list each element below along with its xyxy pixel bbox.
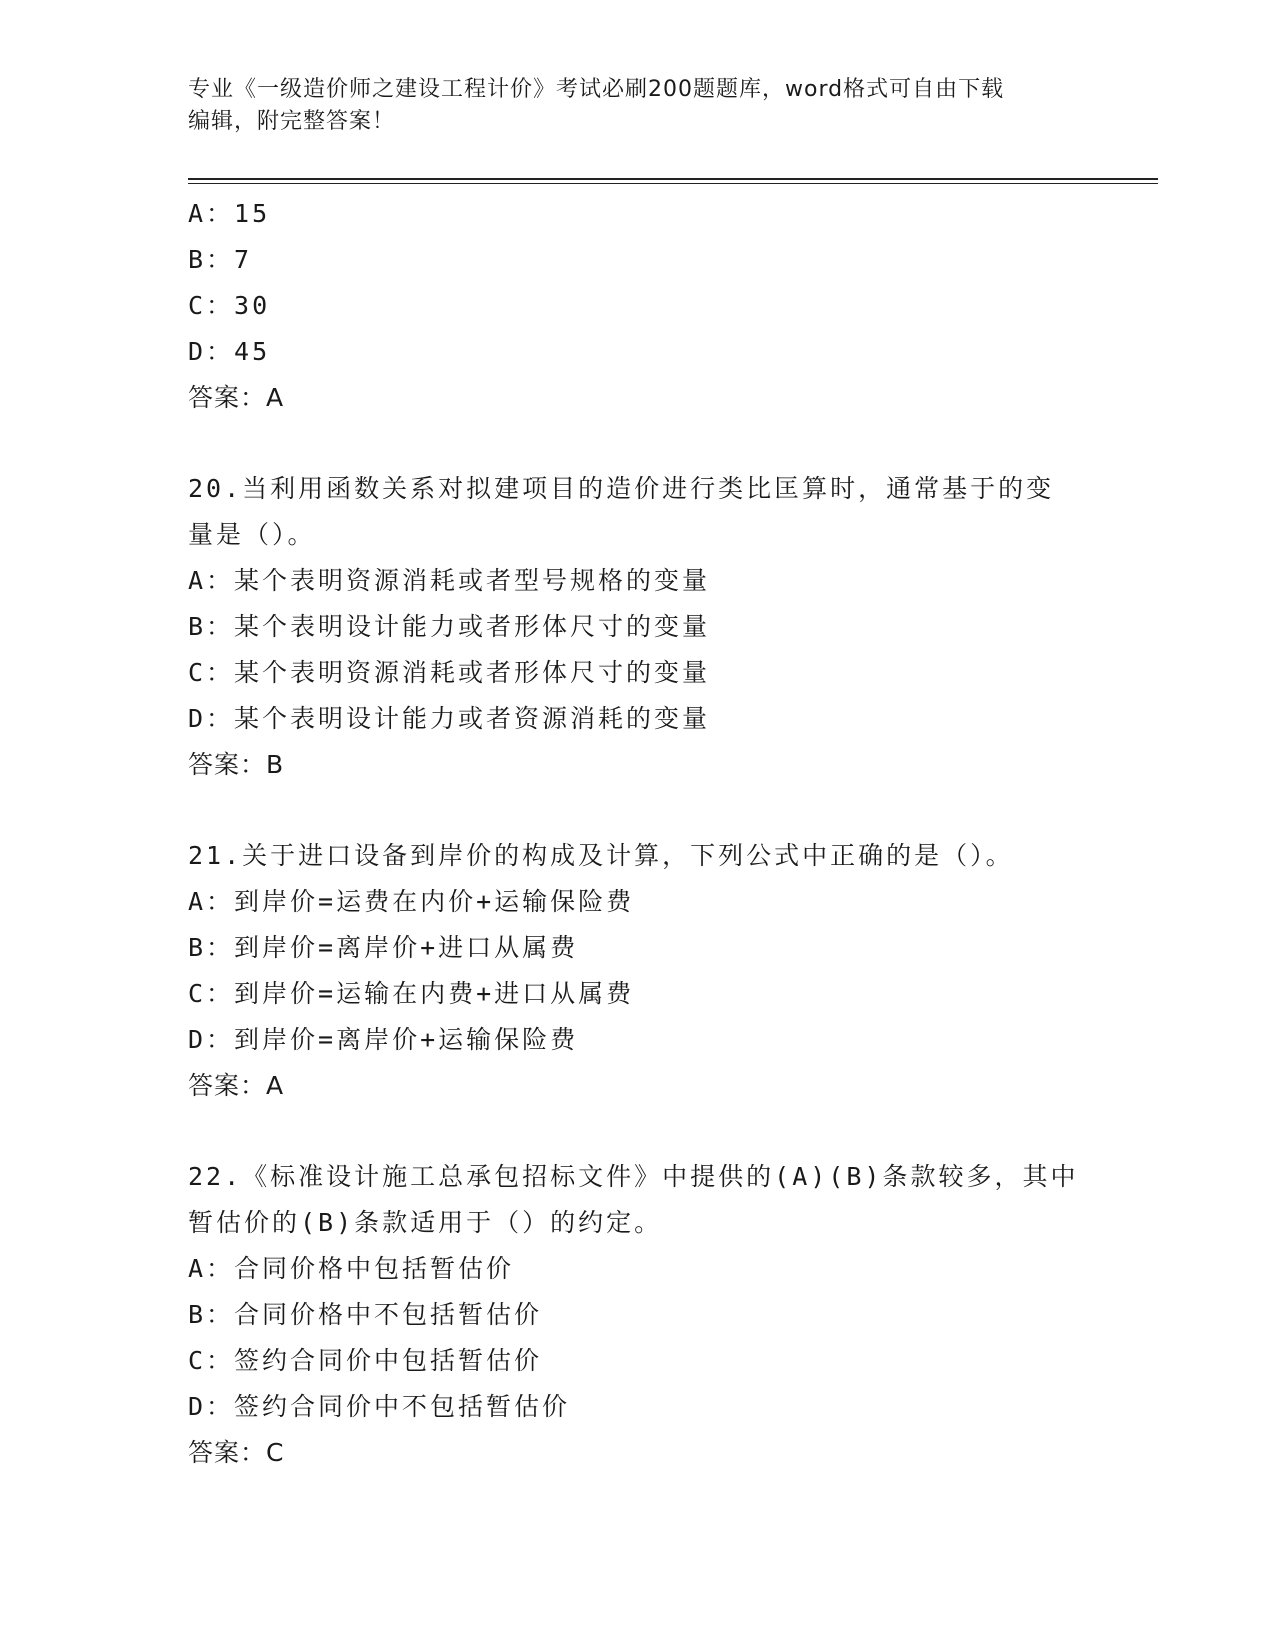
- answer-line: 答案：A: [188, 1071, 285, 1100]
- header-divider-thin: [188, 183, 1158, 184]
- header-title-line-2: 编辑，附完整答案！: [188, 109, 396, 134]
- question-21: [188, 833, 1088, 1109]
- option-d: D：到岸价=离岸价+运输保险费: [188, 1025, 579, 1054]
- option-b: B：某个表明设计能力或者形体尺寸的变量: [188, 612, 711, 641]
- option-c: C：30: [188, 291, 271, 320]
- option-c: C：到岸价=运输在内费+进口从属费: [188, 979, 635, 1008]
- document-header: [188, 74, 1068, 138]
- question-stem-line-2: 量是（）。: [188, 520, 316, 549]
- question-spacer: [188, 1109, 1088, 1154]
- option-a: A：到岸价=运费在内价+运输保险费: [188, 887, 635, 916]
- question-spacer: [188, 421, 1088, 466]
- answer-line: 答案：C: [188, 1438, 285, 1467]
- option-b: B：到岸价=离岸价+进口从属费: [188, 933, 579, 962]
- question-spacer: [188, 788, 1088, 833]
- option-c: C：某个表明资源消耗或者形体尺寸的变量: [188, 658, 711, 687]
- option-d: D：签约合同价中不包括暂估价: [188, 1392, 571, 1421]
- option-b: B：合同价格中不包括暂估价: [188, 1300, 543, 1329]
- option-d: D：45: [188, 337, 271, 366]
- answer-line: 答案：A: [188, 383, 285, 412]
- question-stem-line-1: 21.关于进口设备到岸价的构成及计算，下列公式中正确的是（）。: [188, 841, 1014, 870]
- question-stem-line-2: 暂估价的(B)条款适用于（）的约定。: [188, 1208, 663, 1237]
- option-c: C：签约合同价中包括暂估价: [188, 1346, 543, 1375]
- header-title-line-1: 专业《一级造价师之建设工程计价》考试必刷200题题库，word格式可自由下载: [188, 77, 1005, 102]
- option-a: A：合同价格中包括暂估价: [188, 1254, 515, 1283]
- option-d: D：某个表明设计能力或者资源消耗的变量: [188, 704, 711, 733]
- answer-line: 答案：B: [188, 750, 285, 779]
- option-a: A：某个表明资源消耗或者型号规格的变量: [188, 566, 711, 595]
- option-b: B：7: [188, 245, 253, 274]
- question-list: [188, 191, 1088, 1476]
- header-divider-thick: [188, 178, 1158, 180]
- question-19: [188, 191, 1088, 421]
- option-a: A：15: [188, 199, 271, 228]
- question-22: [188, 1154, 1088, 1476]
- question-20: [188, 466, 1088, 788]
- question-stem-line-1: 20.当利用函数关系对拟建项目的造价进行类比匡算时，通常基于的变: [188, 474, 1055, 503]
- question-stem-line-1: 22.《标准设计施工总承包招标文件》中提供的(A)(B)条款较多，其中: [188, 1162, 1079, 1191]
